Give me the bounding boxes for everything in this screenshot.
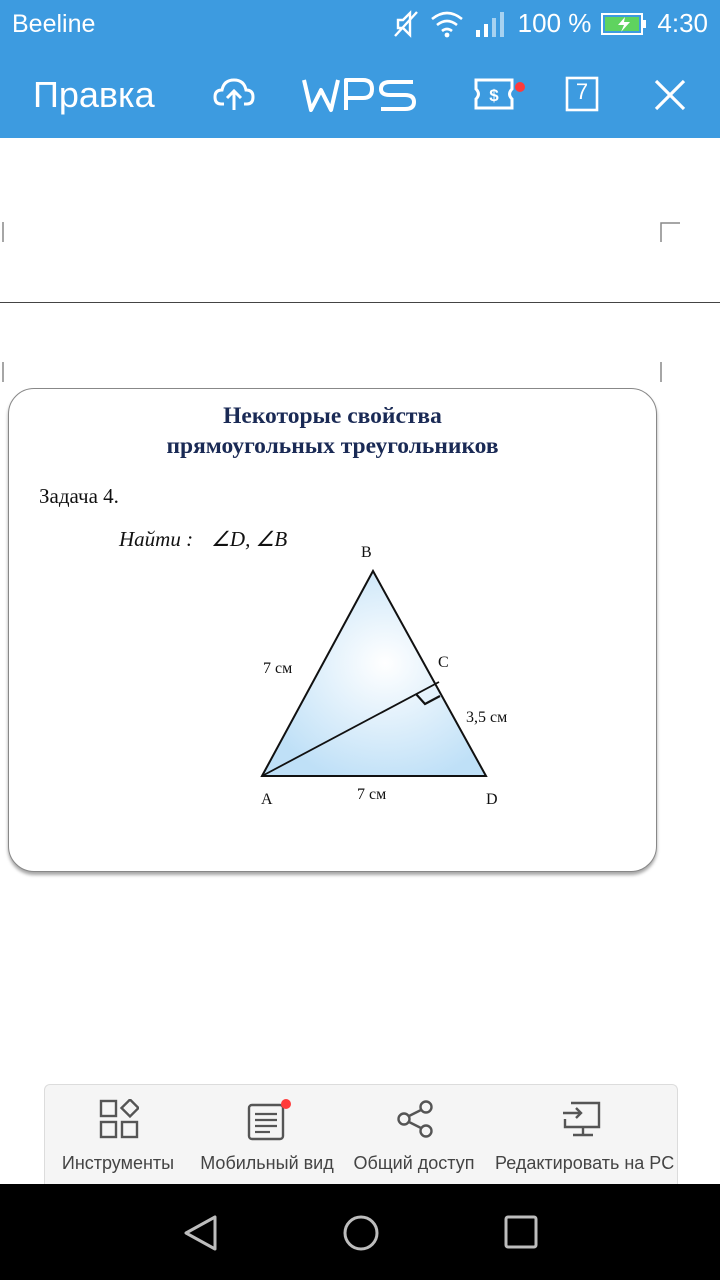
tools-button[interactable] (51, 1085, 185, 1185)
vertex-a-label: A (261, 791, 273, 808)
page-separator (0, 302, 720, 303)
tools-icon (99, 1099, 139, 1139)
card-title-line1: Некоторые свойства (223, 403, 442, 429)
mute-icon (392, 9, 420, 39)
top-app-bar (0, 0, 720, 138)
page-corner-mark (0, 222, 20, 242)
signal-icon (474, 10, 506, 38)
find-label: Найти : (119, 527, 194, 551)
vertex-b-label: B (361, 544, 372, 561)
mobile-view-button[interactable] (197, 1085, 337, 1185)
money-icon[interactable] (474, 78, 528, 112)
edit-on-pc-button[interactable] (495, 1085, 675, 1185)
share-button[interactable] (347, 1085, 481, 1185)
edit-button[interactable]: Правка (33, 74, 155, 115)
card-title-line2: прямоугольных треугольников (166, 433, 499, 459)
side-ab-label: 7 см (263, 660, 293, 677)
status-bar (0, 0, 720, 52)
page-count-badge: 7 (575, 79, 589, 104)
vertex-c-label: C (438, 654, 449, 671)
share-icon (395, 1099, 435, 1139)
tools-label: Инструменты (61, 1153, 175, 1173)
page-corner-mark (660, 222, 680, 242)
clock: 4:30 (657, 8, 708, 38)
side-cd-label: 3,5 см (466, 709, 508, 726)
recents-icon[interactable] (503, 1214, 539, 1250)
triangle-abd (262, 571, 486, 776)
triangle-figure (9, 389, 656, 871)
close-icon[interactable] (653, 78, 687, 112)
mobile-view-icon (246, 1099, 292, 1141)
wps-logo (301, 76, 419, 114)
home-icon[interactable] (342, 1214, 380, 1252)
back-icon[interactable] (182, 1214, 220, 1252)
carrier-name: Beeline (12, 10, 96, 38)
find-angles: ∠D, ∠B (211, 527, 288, 551)
side-ad-label: 7 см (357, 786, 387, 803)
vertex-d-label: D (486, 791, 498, 808)
status-icons (392, 8, 708, 39)
bottom-action-bar (44, 1084, 678, 1185)
toolbar (0, 52, 720, 138)
cloud-upload-icon[interactable] (213, 74, 255, 114)
page-corner-mark (0, 362, 20, 382)
system-nav-bar (0, 1184, 720, 1280)
page-corner-mark (660, 362, 680, 382)
mobile-view-label: Мобильный вид (200, 1153, 334, 1173)
edit-on-pc-icon (561, 1099, 605, 1139)
wifi-icon (430, 10, 464, 38)
document-view[interactable] (0, 138, 720, 1084)
battery-percent: 100 % (517, 8, 592, 38)
battery-charging-icon (601, 12, 647, 36)
share-label: Общий доступ (353, 1153, 475, 1173)
slide-card (8, 388, 657, 872)
edit-on-pc-label: Редактировать на PC (495, 1153, 675, 1173)
task-label: Задача 4. (39, 484, 119, 508)
svg-text:$: $ (489, 86, 499, 105)
